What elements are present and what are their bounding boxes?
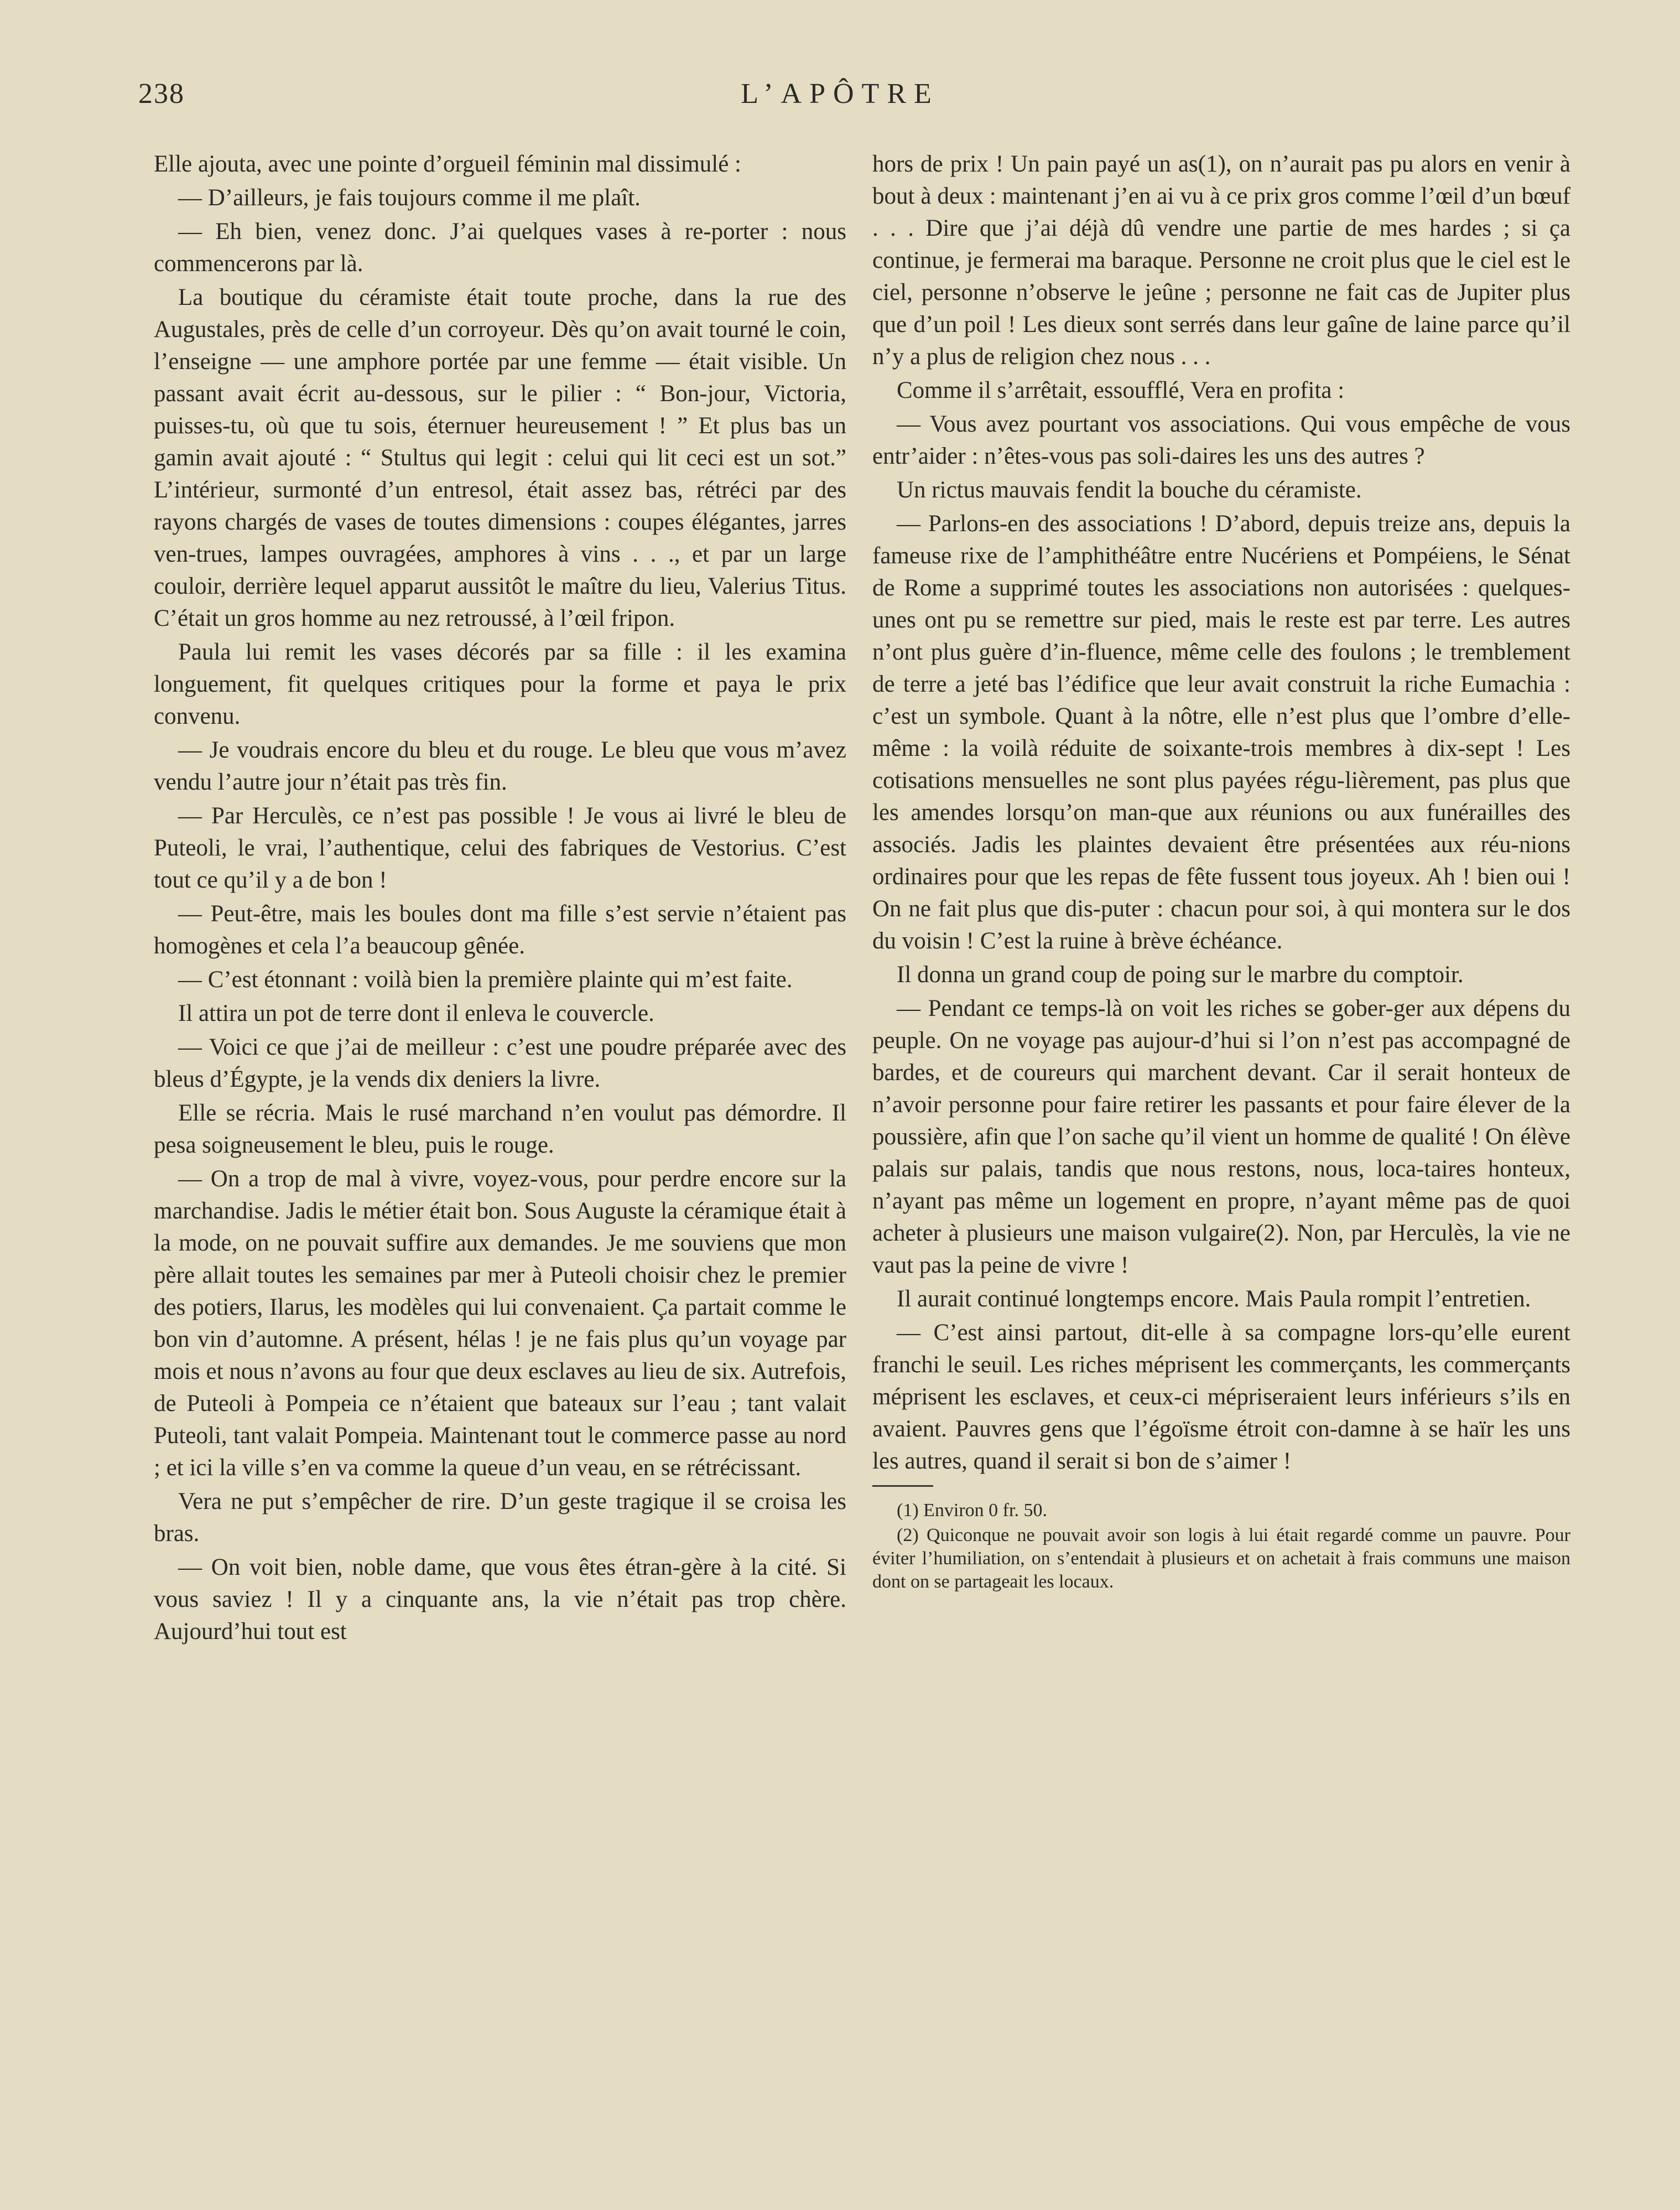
page-header <box>138 77 1542 122</box>
paragraph: — Par Herculès, ce n’est pas possible ! Je vous ai livré le bleu de Puteoli, le vrai, l’authentique, celui des fabriques de Vestorius. C’est tout ce qu’il y a de bon ! <box>154 803 846 893</box>
footnote-rule <box>872 1485 933 1487</box>
paragraph: — D’ailleurs, je fais toujours comme il me plaît. <box>178 185 641 211</box>
paragraph: — Vous avez pourtant vos associations. Qui vous empêche de vous entr’aider : n’êtes-vous pas soli-daires les uns des autres ? <box>872 411 1570 469</box>
paragraph: Un rictus mauvais fendit la bouche du céramiste. <box>897 477 1362 503</box>
footnote: (1) Environ 0 fr. 50. <box>897 1500 1047 1521</box>
right-column <box>872 148 1570 1595</box>
paragraph: Paula lui remit les vases décorés par sa fille : il les examina longuement, fit quelques critiques pour la forme et paya le prix convenu. <box>154 639 846 729</box>
paragraph: — Pendant ce temps-là on voit les riches se gober-ger aux dépens du peuple. On ne voyage pas aujour-d’hui si l’on n’est pas accompagné de bardes, et de coureurs qui marchent devant. Car il serait honteux de n’avoir personne pour faire retirer les passants et pour faire élever de la poussière, afin que l’on sache qu’il vient un homme de qualité ! On élève palais sur palais, tandis que nous restons, nous, loca-taires honteux, n’ayant pas même un logement en propre, n’ayant même pas de quoi acheter à plusieurs une maison vulgaire(2). Non, par Herculès, la vie ne vaut pas la peine de vivre ! <box>872 995 1570 1278</box>
paragraph: Elle se récria. Mais le rusé marchand n’en voulut pas démordre. Il pesa soigneusement le bleu, puis le rouge. <box>154 1100 846 1158</box>
paragraph: Il aurait continué longtemps encore. Mais Paula rompit l’entretien. <box>897 1286 1531 1312</box>
paragraph: — On voit bien, noble dame, que vous êtes étran-gère à la cité. Si vous saviez ! Il y a cinquante ans, la vie n’était pas trop chère. Aujourd’hui tout est <box>154 1554 846 1644</box>
running-title: L’APÔTRE <box>741 78 939 110</box>
paragraph: — C’est ainsi partout, dit-elle à sa compagne lors-qu’elle eurent franchi le seuil. Les riches méprisent les commerçants, les commerçants méprisent les esclaves, et ceux-ci mépriseraient leurs inférieurs s’ils en avaient. Pauvres gens que l’égoïsme étroit con-damne à se haïr les uns les autres, quand il serait si bon de s’aimer ! <box>872 1320 1570 1474</box>
paragraph: La boutique du céramiste était toute proche, dans la rue des Augustales, près de celle d’un corroyeur. Dès qu’on avait tourné le coin, l’enseigne — une amphore portée par une femme — était visible. Un passant avait écrit au-dessous, sur le pilier : “ Bon-jour, Victoria, puisses-tu, où que tu sois, éternuer heureusement ! ” Et plus bas un gamin avait ajouté : “ Stultus qui legit : celui qui lit ceci est un sot.” L’intérieur, surmonté d’un entresol, était assez bas, rétréci par des rayons chargés de vases de toutes dimensions : coupes élégantes, jarres ven-trues, lampes ouvragées, amphores à vins . . ., et par un large couloir, derrière lequel apparut aussitôt le maître du lieu, Valerius Titus. C’était un gros homme au nez retroussé, à l’œil fripon. <box>154 284 846 631</box>
paragraph: Comme il s’arrêtait, essoufflé, Vera en profita : <box>897 377 1345 403</box>
paragraph: Il donna un grand coup de poing sur le marbre du comptoir. <box>897 962 1464 988</box>
left-column <box>154 148 846 1649</box>
paragraph: — Parlons-en des associations ! D’abord, depuis treize ans, depuis la fameuse rixe de l’amphithéâtre entre Nucériens et Pompéiens, le Sénat de Rome a supprimé toutes les associations non autorisées : quelques-unes ont pu se remettre sur pied, mais le reste est par terre. Les autres n’ont plus guère d’in-fluence, même celle des foulons ; le tremblement de terre a jeté bas l’édifice que leur avait construit la riche Eumachia : c’est un symbole. Quant à la nôtre, elle n’est plus que l’ombre d’elle-même : la voilà réduite de soixante-trois membres à dix-sept ! Les cotisations mensuelles ne sont plus payées régu-lièrement, pas plus que les amendes lorsqu’on man-que aux réunions ou aux funérailles des associés. Jadis les plaintes devaient être présentées aux réu-nions ordinaires pour que les repas de fête fussent tous joyeux. Ah ! bien oui ! On ne fait plus que dis-puter : chacun pour soi, à qui montera sur le dos du voisin ! C’est la ruine à brève échéance. <box>872 511 1570 954</box>
footnote: (2) Quiconque ne pouvait avoir son logis à lui était regardé comme un pauvre. Pour éviter l’humiliation, on s’entendait à plusieurs et on achetait à frais communs une maison dont on se partageait les locaux. <box>872 1525 1570 1592</box>
paragraph: Elle ajouta, avec une pointe d’orgueil féminin mal dissimulé : <box>154 151 741 177</box>
paragraph: — Voici ce que j’ai de meilleur : c’est une poudre préparée avec des bleus d’Égypte, je la vends dix deniers la livre. <box>154 1034 846 1092</box>
page-number: 238 <box>138 78 185 110</box>
paragraph: Il attira un pot de terre dont il enleva le couvercle. <box>178 1000 654 1026</box>
paragraph: hors de prix ! Un pain payé un as(1), on n’aurait pas pu alors en venir à bout à deux : maintenant j’en ai vu à ce prix gros comme l’œil d’un bœuf . . . Dire que j’ai déjà dû vendre une partie de mes hardes ; si ça continue, je fermerai ma baraque. Personne ne croit plus que le ciel est le ciel, personne n’observe le jeûne ; personne ne fait cas de Jupiter plus que d’un poil ! Les dieux sont serrés dans leur gaîne de laine parce qu’il n’y a plus de religion chez nous . . . <box>872 151 1570 370</box>
paragraph: — Eh bien, venez donc. J’ai quelques vases à re-porter : nous commencerons par là. <box>154 219 846 277</box>
paragraph: — On a trop de mal à vivre, voyez-vous, pour perdre encore sur la marchandise. Jadis le métier était bon. Sous Auguste la céramique était à la mode, on ne pouvait suffire aux demandes. Je me souviens que mon père allait toutes les semaines par mer à Puteoli choisir chez le premier des potiers, Ilarus, les modèles qui lui convenaient. Ça partait comme le bon vin d’automne. A présent, hélas ! je ne fais plus qu’un voyage par mois et nous n’avons au four que deux esclaves au lieu de six. Autrefois, de Puteoli à Pompeia ce n’étaient que bateaux sur l’eau ; tant valait Puteoli, tant valait Pompeia. Maintenant tout le commerce passe au nord ; et ici la ville s’en va comme la queue d’un veau, en se rétrécissant. <box>154 1166 846 1481</box>
paragraph: — Peut-être, mais les boules dont ma fille s’est servie n’étaient pas homogènes et cela l’a beaucoup gênée. <box>154 901 846 959</box>
paragraph: Vera ne put s’empêcher de rire. D’un geste tragique il se croisa les bras. <box>154 1488 846 1547</box>
paragraph: — Je voudrais encore du bleu et du rouge. Le bleu que vous m’avez vendu l’autre jour n’était pas très fin. <box>154 737 846 795</box>
paragraph: — C’est étonnant : voilà bien la première plainte qui m’est faite. <box>178 967 793 993</box>
